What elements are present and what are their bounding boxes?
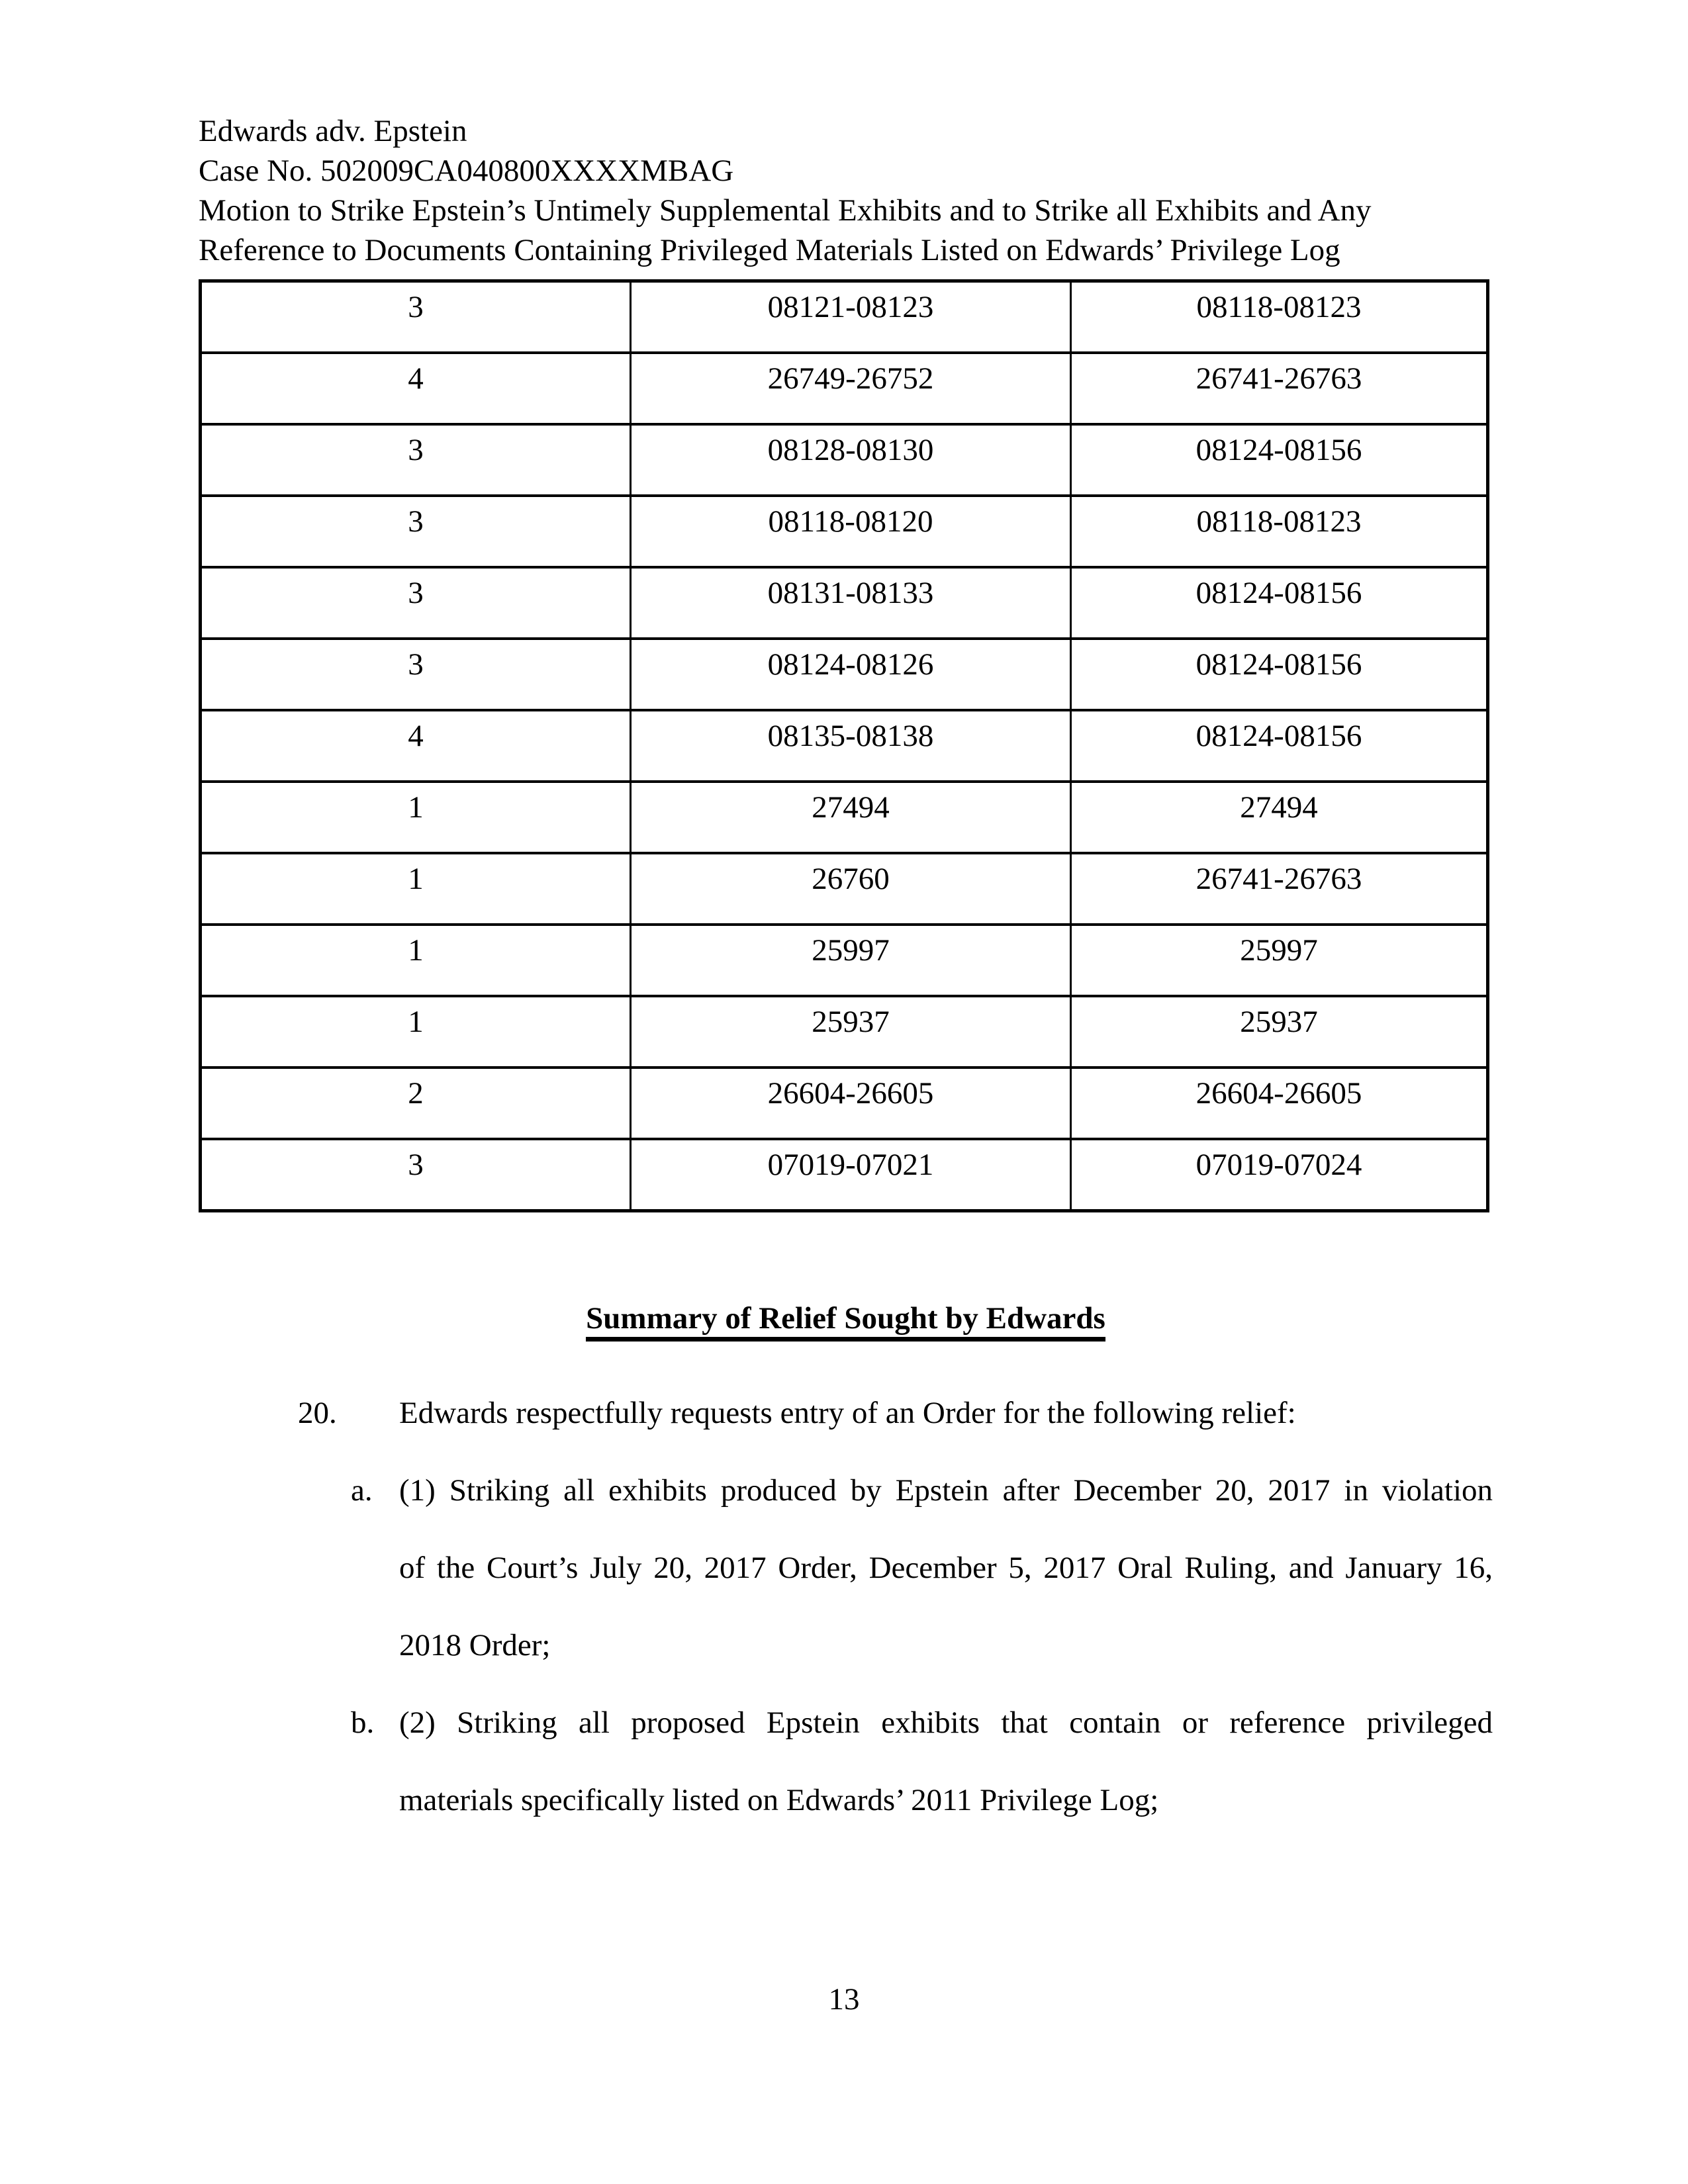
table-cell: 1 [201,996,631,1068]
table-cell: 08124-08156 [1071,424,1488,496]
table-row [201,353,1488,424]
relief-item-a-line-2: of the Court’s July 20, 2017 Order, December 5, 2017 Oral Ruling, and January 16, [399,1551,1493,1585]
table-cell: 08118-08123 [1071,496,1488,567]
table-cell: 08124-08156 [1071,710,1488,782]
relief-item-b-line-2: materials specifically listed on Edwards’ 2011 Privilege Log; [399,1783,1159,1817]
table-cell: 1 [201,782,631,853]
table-cell: 08128-08130 [631,424,1071,496]
table-row [201,1139,1488,1211]
table-cell: 07019-07024 [1071,1139,1488,1211]
table-cell: 3 [201,496,631,567]
header-case-number: Case No. 502009CA040800XXXXMBAG [199,154,734,188]
page-number: 13 [828,1982,860,2017]
table-cell: 08121-08123 [631,281,1071,353]
table-row [201,996,1488,1068]
table-cell: 4 [201,710,631,782]
table-row [201,496,1488,567]
table-cell: 2 [201,1068,631,1139]
table-cell: 08124-08126 [631,639,1071,710]
table-cell: 08124-08156 [1071,639,1488,710]
table-cell: 08118-08123 [1071,281,1488,353]
table-cell: 3 [201,424,631,496]
header-motion-title-line-1: Motion to Strike Epstein’s Untimely Supplemental Exhibits and to Strike all Exhibits and Any [199,193,1372,228]
table-cell: 1 [201,853,631,925]
table-row [201,782,1488,853]
table-cell: 3 [201,567,631,639]
relief-item-a-line-1: a. (1) Striking all exhibits produced by Epstein after December 20, 2017 in violation [199,1452,1493,1529]
table-cell: 26741-26763 [1071,853,1488,925]
table-row [201,567,1488,639]
summary-heading: Summary of Relief Sought by Edwards [586,1301,1105,1342]
table-cell: 27494 [1071,782,1488,853]
table-cell: 27494 [631,782,1071,853]
paragraph-text: Edwards respectfully requests entry of an Order for the following relief: [399,1396,1296,1430]
table-cell: 08135-08138 [631,710,1071,782]
summary-heading-wrap [199,1298,1493,1338]
table-cell: 08124-08156 [1071,567,1488,639]
paragraph-20 [199,1375,1493,1452]
table-cell: 26604-26605 [631,1068,1071,1139]
table-row [201,1068,1488,1139]
relief-item-b-line-1: b. (2) Striking all proposed Epstein exhibits that contain or reference privileged [199,1684,1493,1762]
table-row [201,710,1488,782]
table-cell: 08118-08120 [631,496,1071,567]
table-cell: 4 [201,353,631,424]
relief-item-b-marker: b. [351,1706,375,1740]
table-row [201,925,1488,996]
table-row [201,639,1488,710]
table-cell: 1 [201,925,631,996]
relief-item-a [199,1452,1493,1684]
table-row [201,853,1488,925]
table-cell: 3 [201,1139,631,1211]
relief-item-a-line-3: 2018 Order; [399,1628,551,1662]
relief-item-a-marker: a. [351,1473,373,1508]
table-cell: 26741-26763 [1071,353,1488,424]
table-row [201,424,1488,496]
table-cell: 26760 [631,853,1071,925]
exhibit-table-body [201,281,1488,1211]
table-cell: 08131-08133 [631,567,1071,639]
relief-section [199,1375,1493,1839]
table-cell: 25937 [631,996,1071,1068]
table-cell: 26749-26752 [631,353,1071,424]
paragraph-number: 20. [298,1396,337,1430]
table-cell: 07019-07021 [631,1139,1071,1211]
header-motion-title-line-2: Reference to Documents Containing Privileged Materials Listed on Edwards’ Privilege Log [199,233,1340,267]
exhibit-table [199,279,1489,1212]
table-cell: 3 [201,639,631,710]
table-cell: 25937 [1071,996,1488,1068]
table-cell: 25997 [1071,925,1488,996]
table-cell: 3 [201,281,631,353]
table-cell: 25997 [631,925,1071,996]
table-cell: 26604-26605 [1071,1068,1488,1139]
table-row [201,281,1488,353]
relief-item-b [199,1684,1493,1839]
header-party-line: Edwards adv. Epstein [199,114,467,148]
case-header [199,111,1493,270]
